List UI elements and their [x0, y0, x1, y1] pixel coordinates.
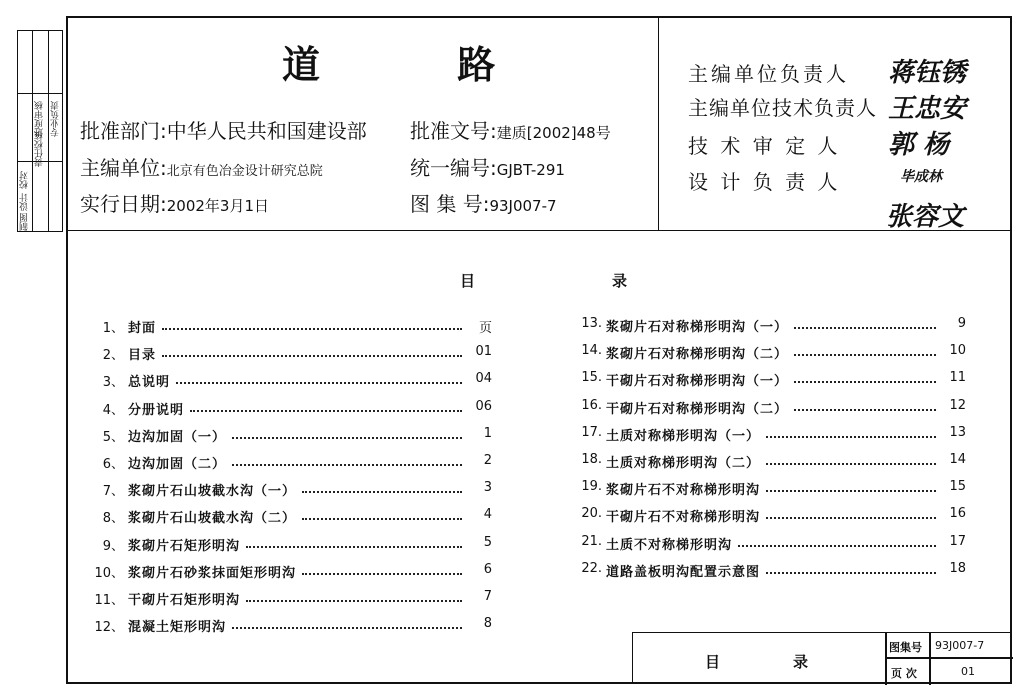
toc-leader-dots	[738, 545, 936, 547]
chief-unit-label: 主编单位:	[80, 156, 167, 180]
toc-item-number: 17.	[581, 424, 602, 440]
toc-item-title: 土质对称梯形明沟（一）	[606, 428, 761, 444]
approval-dept-row	[80, 115, 367, 144]
role-chief-unit-head: 主编单位负责人	[688, 62, 849, 86]
toc-item-title: 浆砌片石对称梯形明沟（一）	[606, 320, 789, 335]
signature: 郭 杨	[888, 130, 950, 160]
toc-item-page: 10	[949, 343, 966, 359]
unified-no-row	[410, 152, 565, 181]
title-block-title-left: 目	[705, 653, 721, 671]
toc-item-page: 8	[483, 616, 492, 632]
toc-row	[92, 507, 492, 525]
toc-item-title: 土质对称梯形明沟（二）	[606, 456, 761, 471]
toc-row	[566, 370, 966, 388]
toc-item-title: 干砌片石对称梯形明沟（二）	[606, 401, 789, 417]
toc-leader-dots	[246, 546, 462, 548]
toc-item-number: 13.	[581, 316, 602, 331]
toc-leader-dots	[302, 573, 462, 575]
stamp-cell: 进度审核	[35, 101, 45, 137]
toc-item-title: 浆砌片石山坡截水沟（一）	[128, 484, 297, 500]
toc-item-page: 15	[949, 479, 966, 495]
atlas-no-label: 图 集 号:	[410, 192, 490, 216]
effective-date-label: 实行日期:	[80, 192, 167, 216]
toc-leader-dots	[232, 464, 462, 466]
toc-item-page: 页	[478, 321, 492, 336]
toc-leader-dots	[794, 409, 936, 411]
toc-item-page: 16	[949, 506, 966, 522]
toc-item-page: 1	[483, 425, 492, 441]
toc-item-page: 18	[949, 560, 966, 576]
toc-item-title: 干砌片石不对称梯形明沟	[606, 510, 761, 526]
toc-leader-dots	[766, 572, 936, 574]
toc-leader-dots	[162, 355, 462, 357]
toc-row	[92, 317, 492, 335]
toc-item-page: 2	[483, 453, 492, 468]
stamp-cell: 设计	[20, 193, 30, 211]
toc-row	[566, 479, 966, 497]
approval-dept-value: 中华人民共和国建设部	[166, 119, 367, 143]
toc-item-page: 12	[949, 397, 966, 413]
toc-item-number: 18.	[581, 452, 602, 467]
signature: 蒋钰锈	[888, 58, 967, 88]
toc-row	[92, 616, 492, 634]
toc-row	[566, 425, 966, 443]
toc-row	[92, 371, 492, 389]
approval-doc-value: 建质[2002]48号	[496, 124, 611, 142]
toc-leader-dots	[766, 517, 936, 519]
stamp-cell: 制图	[20, 213, 30, 231]
toc-row	[566, 398, 966, 416]
toc-item-page: 9	[957, 316, 966, 331]
title-block	[632, 632, 1012, 684]
toc-leader-dots	[246, 600, 462, 602]
toc-leader-dots	[766, 490, 936, 492]
toc-item-title: 干砌片石矩形明沟	[128, 593, 241, 608]
stamp-cell: 专业负责	[51, 101, 61, 137]
toc-item-title: 浆砌片石对称梯形明沟（二）	[606, 347, 789, 363]
title-block-page-value: 01	[961, 665, 975, 678]
toc-item-page: 5	[483, 534, 492, 550]
toc-item-page: 3	[483, 480, 492, 496]
toc-row	[92, 426, 492, 444]
toc-item-title: 浆砌片石砂浆抹面矩形明沟	[128, 565, 297, 581]
toc-row	[566, 506, 966, 524]
toc-row	[92, 399, 492, 417]
toc-item-title: 边沟加固（一）	[128, 429, 227, 445]
toc-item-title: 混凝土矩形明沟	[128, 620, 227, 636]
effective-date-row	[80, 188, 269, 217]
toc-leader-dots	[766, 436, 936, 438]
toc-leader-dots	[190, 410, 462, 412]
signature: 毕成林	[900, 169, 942, 185]
toc-item-number: 4、	[102, 402, 124, 418]
toc-row	[566, 343, 966, 361]
toc-item-title: 土质不对称梯形明沟	[606, 537, 733, 553]
toc-item-number: 20.	[581, 506, 602, 522]
page-title: 道 路	[282, 43, 558, 87]
unified-no-label: 统一编号:	[410, 156, 497, 180]
toc-leader-dots	[232, 437, 462, 439]
toc-item-title: 浆砌片石不对称梯形明沟	[606, 483, 761, 499]
toc-item-number: 10、	[94, 565, 124, 581]
chief-unit-row	[80, 152, 323, 181]
chief-unit-value: 北京有色冶金设计研究总院	[166, 164, 323, 179]
header-vertical-divider	[658, 16, 659, 230]
toc-item-number: 16.	[581, 397, 602, 413]
title-block-atlas-value: 93J007-7	[935, 639, 985, 652]
toc-item-page: 04	[475, 371, 492, 387]
unified-no-value: GJBT-291	[496, 161, 565, 179]
toc-item-number: 2、	[102, 348, 124, 364]
toc-row	[566, 534, 966, 552]
toc-leader-dots	[176, 382, 462, 384]
toc-item-number: 15.	[581, 370, 602, 386]
toc-item-page: 11	[949, 370, 966, 386]
toc-item-number: 8、	[102, 511, 124, 527]
toc-item-page: 6	[483, 561, 492, 577]
toc-row	[92, 453, 492, 471]
toc-item-number: 5、	[102, 429, 124, 445]
toc-item-page: 17	[949, 533, 966, 549]
toc-row	[566, 561, 966, 579]
toc-leader-dots	[794, 381, 936, 383]
toc-item-number: 1、	[102, 321, 124, 336]
signature: 王忠安	[888, 94, 967, 124]
stamp-cell: 校对	[20, 171, 30, 189]
approval-dept-label: 批准部门:	[80, 119, 167, 143]
toc-item-number: 11、	[94, 593, 124, 608]
toc-item-page: 14	[949, 452, 966, 467]
toc-leader-dots	[766, 463, 936, 465]
toc-row	[566, 316, 966, 334]
toc-row	[92, 344, 492, 362]
toc-item-number: 21.	[581, 533, 602, 549]
toc-item-title: 封面	[128, 321, 157, 336]
toc-item-page: 7	[483, 589, 492, 604]
toc-leader-dots	[794, 327, 936, 329]
toc-heading-left: 目	[460, 272, 476, 290]
toc-item-number: 7、	[102, 484, 124, 500]
effective-date-value: 2002年3月1日	[166, 197, 270, 215]
atlas-no-row	[410, 188, 557, 217]
header-divider-line	[66, 230, 1012, 231]
toc-item-number: 12、	[94, 620, 124, 636]
toc-item-title: 分册说明	[128, 402, 185, 418]
toc-item-page: 06	[475, 398, 492, 414]
toc-item-title: 边沟加固（二）	[128, 457, 227, 472]
toc-leader-dots	[302, 518, 462, 520]
toc-item-title: 道路盖板明沟配置示意图	[606, 564, 761, 580]
toc-item-title: 干砌片石对称梯形明沟（一）	[606, 374, 789, 390]
toc-leader-dots	[794, 354, 936, 356]
toc-item-title: 目录	[128, 348, 157, 364]
toc-item-number: 6、	[102, 457, 124, 472]
signature: 张容文	[886, 202, 965, 232]
toc-row	[92, 562, 492, 580]
toc-item-number: 22.	[581, 560, 602, 576]
title-block-atlas-label: 图集号	[889, 641, 922, 654]
toc-item-page: 13	[949, 424, 966, 440]
toc-leader-dots	[232, 627, 462, 629]
toc-row	[92, 480, 492, 498]
toc-row	[92, 589, 492, 607]
approval-stamp-column	[17, 30, 63, 232]
toc-item-number: 9、	[102, 538, 124, 554]
role-technical-reviewer: 技 术 审 定 人	[688, 134, 841, 158]
toc-heading-right: 录	[612, 272, 628, 290]
toc-item-title: 总说明	[128, 375, 171, 391]
toc-leader-dots	[162, 328, 462, 330]
title-block-title-right: 录	[793, 653, 809, 671]
approval-doc-label: 批准文号:	[410, 119, 497, 143]
toc-row	[92, 535, 492, 553]
toc-item-number: 3、	[102, 375, 124, 391]
stamp-cell: 责任校核	[35, 131, 45, 167]
role-chief-unit-tech-head: 主编单位技术负责人	[688, 96, 877, 120]
toc-row	[566, 452, 966, 470]
toc-item-number: 14.	[581, 343, 602, 359]
atlas-no-value: 93J007-7	[489, 197, 557, 215]
toc-item-page: 4	[483, 507, 492, 523]
approval-doc-row	[410, 115, 611, 144]
toc-item-title: 浆砌片石矩形明沟	[128, 538, 241, 554]
title-block-page-label: 页 次	[891, 667, 917, 680]
toc-item-number: 19.	[581, 479, 602, 495]
toc-leader-dots	[302, 491, 462, 493]
toc-item-title: 浆砌片石山坡截水沟（二）	[128, 511, 297, 527]
toc-item-page: 01	[475, 344, 492, 360]
role-design-lead: 设 计 负 责 人	[688, 170, 841, 194]
